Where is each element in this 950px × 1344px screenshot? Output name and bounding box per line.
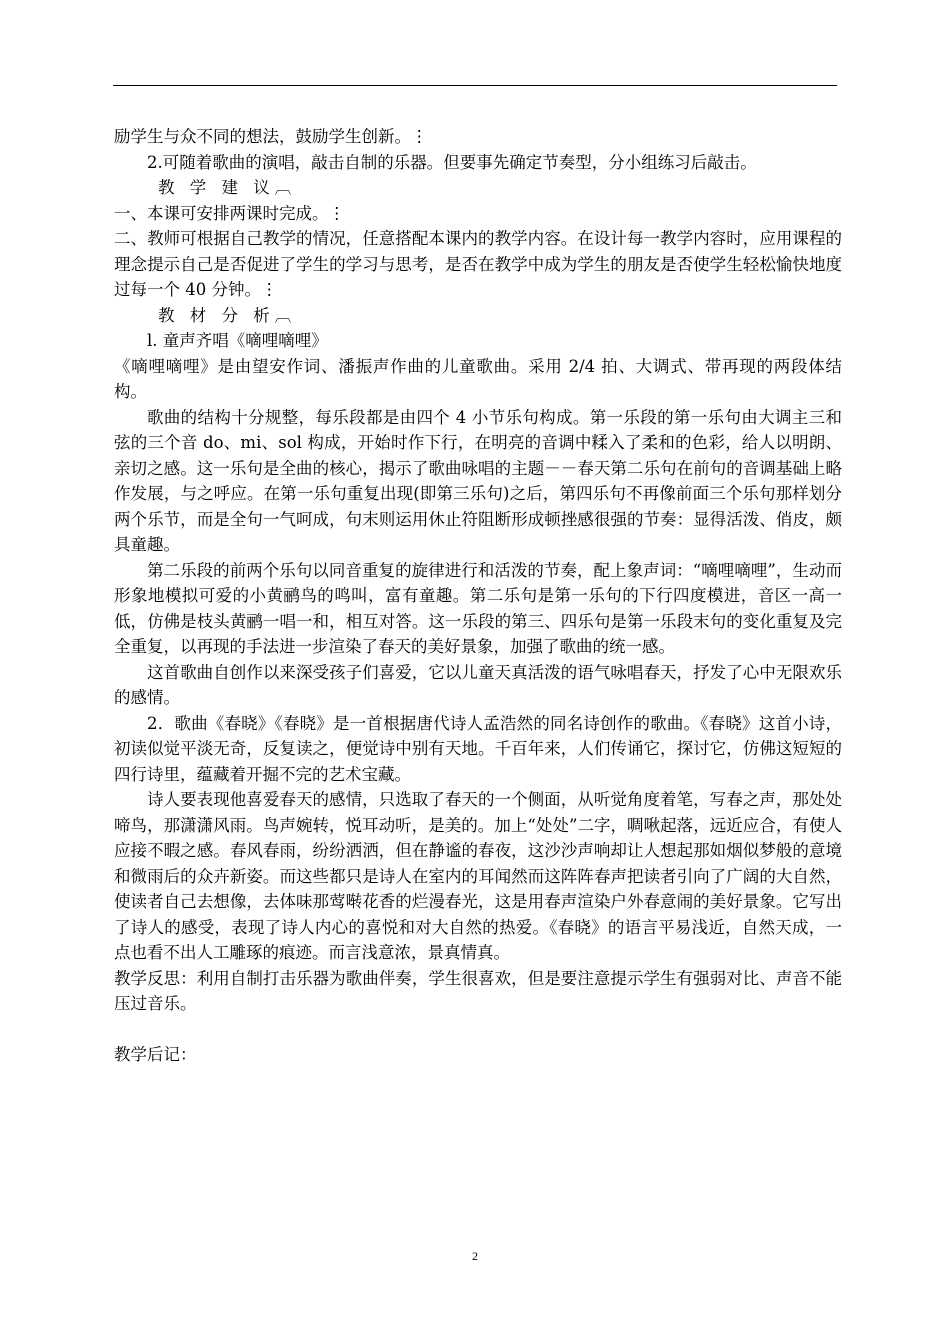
postscript-label: 教学后记： — [114, 1045, 197, 1064]
body-paragraph: 第二乐段的前两个乐句以同音重复的旋律进行和活泼的节奏，配上象声词：“嘀哩嘀哩”，生动而形象地模拟可爱的小黄鹂鸟的鸣叫，富有童趣。第二乐句是第一乐句的下行四度模进，音区一高一低，仿佛是枝头黄鹂一唱一和，相互对答。这一乐段的第三、四乐句是第一乐段末句的变化重复及完全重复，以再现的手法进一步渲染了春天的美好景象，加强了歌曲的统一感。 — [114, 560, 842, 656]
body-paragraph: 《嘀哩嘀哩》是由望安作词、潘振声作曲的儿童歌曲。采用 2/4 拍、大调式、带再现的两段体结构。 — [114, 356, 842, 401]
body-paragraph: 一、本课可安排两课时完成。⋮ — [114, 203, 345, 223]
document-body — [114, 124, 842, 1068]
subsection-heading: l. 童声齐唱《嘀哩嘀哩》 — [147, 331, 328, 350]
body-paragraph: 二、教师可根据自己教学的情况，任意搭配本课内的教学内容。在设计每一教学内容时，应用课程的理念提示自己是否促进了学生的学习与思考，是否在教学中成为学生的朋友是否使学生轻松愉快地度过每一个 40 分钟。⋮ — [114, 229, 842, 299]
body-paragraph: 2．歌曲《春晓》《春晓》是一首根据唐代诗人孟浩然的同名诗创作的歌曲。《春晓》这首小诗，初读似觉平淡无奇，反复读之，便觉诗中别有天地。千百年来，人们传诵它，探讨它，仿佛这短短的四行诗里，蕴藏着开掘不完的艺术宝藏。 — [114, 713, 842, 784]
body-paragraph: 2.可随着歌曲的演唱，敲击自制的乐器。但要事先确定节奏型，分小组练习后敲击。 — [147, 152, 757, 172]
section-heading: 教 学 建 议︹ — [158, 178, 297, 197]
section-heading: 教 材 分 析︹ — [158, 305, 297, 325]
page-number: 2 — [472, 1249, 478, 1263]
blank-line — [114, 1017, 842, 1043]
reflection-paragraph: 教学反思：利用自制打击乐器为歌曲伴奏，学生很喜欢，但是要注意提示学生有强弱对比、声音不能压过音乐。 — [114, 968, 842, 1013]
body-paragraph: 诗人要表现他喜爱春天的感情，只选取了春天的一个侧面，从听觉角度着笔，写春之声，那处处啼鸟，那潇潇风雨。鸟声婉转，悦耳动听，是美的。加上“处处”二字，啁啾起落，远近应合，有使人应接不暇之感。春风春雨，纷纷洒洒，但在静谧的春夜，这沙沙声响却让人想起那如烟似梦般的意境和微雨后的众卉新姿。而这些都只是诗人在室内的耳闻然而这阵阵春声把读者引向了广阔的大自然，使读者自己去想像，去体味那莺啭花香的烂漫春光，这是用春声渲染户外春意闹的美好景象。它写出了诗人的感受，表现了诗人内心的喜悦和对大自然的热爱。《春晓》的语言平易浅近，自然天成，一点也看不出人工雕琢的痕迹。而言浅意浓，景真情真。 — [114, 790, 842, 962]
body-paragraph: 励学生与众不同的想法，鼓励学生创新。⋮ — [114, 127, 428, 146]
header-rule — [113, 85, 837, 86]
body-paragraph: 歌曲的结构十分规整，每乐段都是由四个 4 小节乐句构成。第一乐段的第一乐句由大调主三和弦的三个音 do、mi、sol 构成，开始时作下行，在明亮的音调中糅入了柔和的色彩，给人以明朗、亲切之感。这一乐句是全曲的核心，揭示了歌曲咏唱的主题－－春天第二乐句在前句的音调基础上略作发展，与之呼应。在第一乐句重复出现(即第三乐句)之后，第四乐句不再像前面三个乐句那样划分两个乐节，而是全句一气呵成，句末则运用休止符阻断形成顿挫感很强的节奏：显得活泼、俏皮，颇具童趣。 — [114, 407, 842, 554]
body-paragraph: 这首歌曲自创作以来深受孩子们喜爱，它以儿童天真活泼的语气咏唱春天，抒发了心中无限欢乐的感情。 — [114, 662, 842, 707]
